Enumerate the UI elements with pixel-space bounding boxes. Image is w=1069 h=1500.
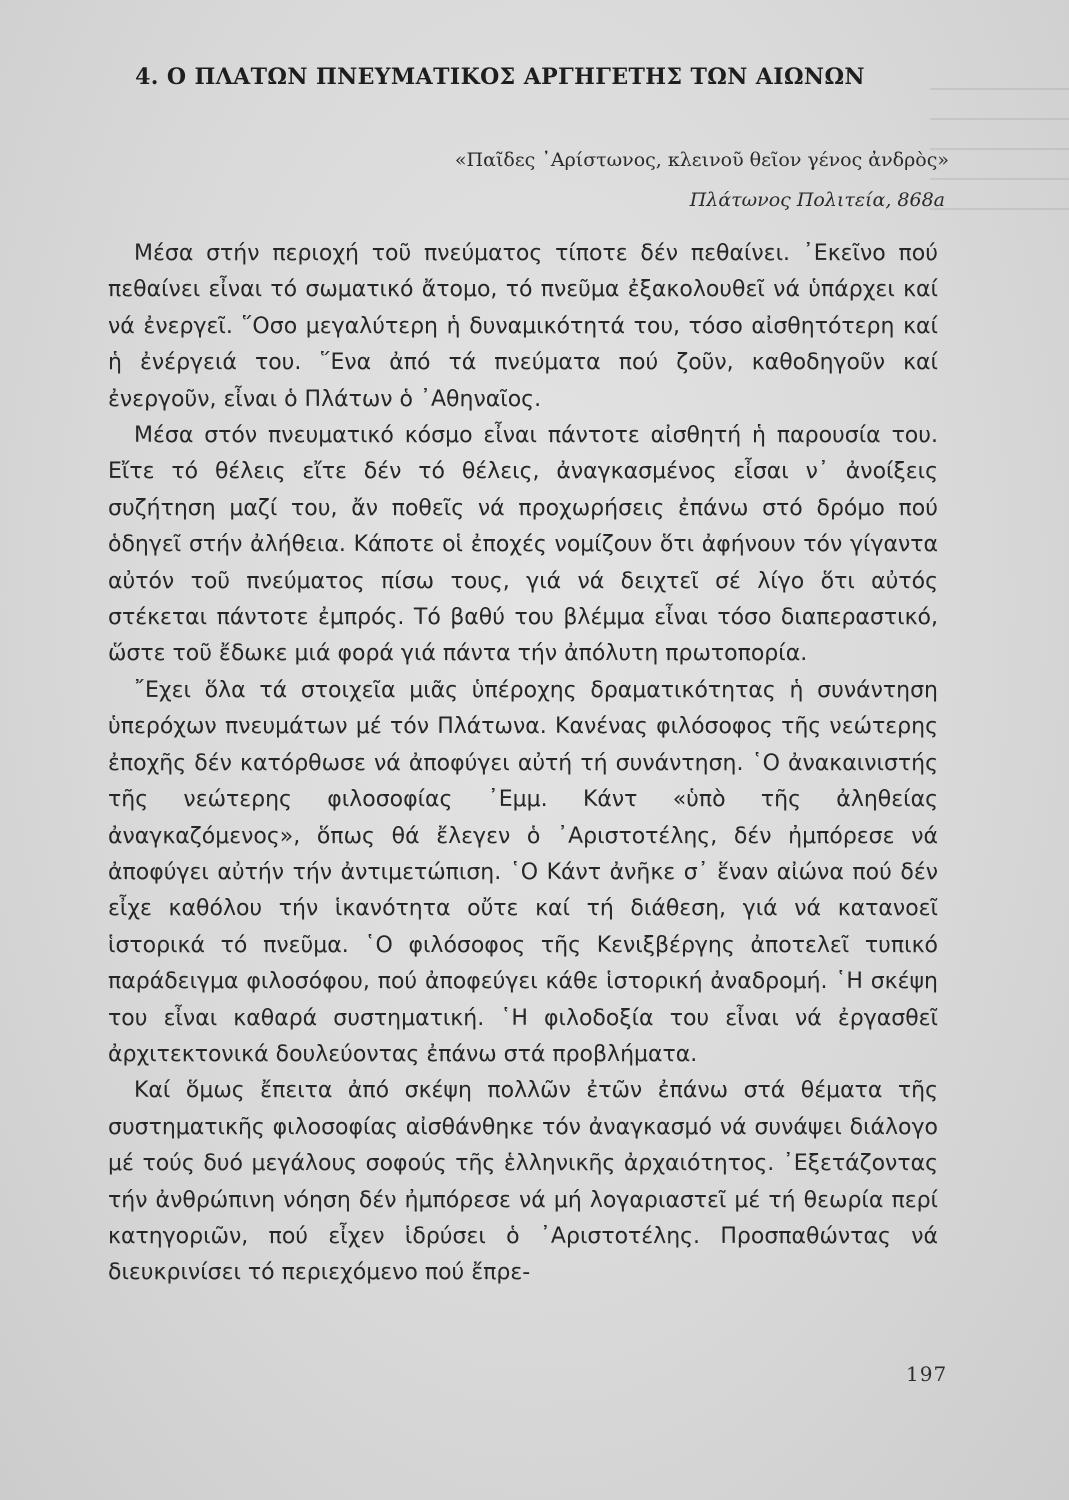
epigraph-source: Πλάτωνος Πολιτεία, 868a [689, 189, 945, 211]
paragraph-3: ῎Εχει ὅλα τά στοιχεῖα μιᾶς ὑπέροχης δραματικότητας ἡ συνάντηση ὑπερόχων πνευμάτων μέ τόν Πλάτωνα. Κανένας φιλόσοφος τῆς νεώτερης ἐποχῆς δέν κατόρθωσε νά ἀποφύγει αὐτή τή συνάντηση. ῾Ο ἀνακαινιστής τῆς νεώτερης φιλοσοφίας ᾿Εμμ. Κάντ «ὑπὸ τῆς ἀληθείας ἀναγκαζόμενος», ὅπως θά ἔλεγεν ὁ ᾿Αριστοτέλης, δέν ἠμπόρεσε νά ἀποφύγει αὐτήν τήν ἀντιμετώπιση. ῾Ο Κάντ ἀνῆκε σ᾿ ἕναν αἰώνα πού δέν εἶχε καθόλου τήν ἱκανότητα οὔτε καί τή διάθεση, γιά νά κατανοεῖ ἱστορικά τό πνεῦμα. ῾Ο φιλόσοφος τῆς Κενιξβέργης ἀποτελεῖ τυπικό παράδειγμα φιλοσόφου, πού ἀποφεύγει κάθε ἱστορική ἀναδρομή. ῾Η σκέψη του εἶναι καθαρά συστηματική. ῾Η φιλοδοξία του εἶναι νά ἐργασθεῖ ἀρχιτεκτονικά δουλεύοντας ἐπάνω στά προβλήματα. [108, 677, 938, 1067]
show-through-text [930, 70, 1069, 220]
epigraph-quote: «Παῖδες ᾿Αρίστωνος, κλεινοῦ θεῖον γένος ἀνδρὸς» [454, 149, 949, 171]
paragraph-4: Καί ὅμως ἔπειτα ἀπό σκέψη πολλῶν ἐτῶν ἐπάνω στά θέματα τῆς συστηματικῆς φιλοσοφίας αἰσθάνθηκε τόν ἀναγκασμό νά συνάψει διάλογο μέ τούς δυό μεγάλους σοφούς τῆς ἑλληνικῆς ἀρχαιότητος. ᾿Εξετάζοντας τήν ἀνθρώπινη νόηση δέν ἠμπόρεσε νά μή λογαριαστεῖ μέ τή θεωρία περί κατηγοριῶν, πού εἶχεν ἱδρύσει ὁ ᾿Αριστοτέλης. Προσπαθώντας νά διευκρινίσει τό περιεχόμενο πού ἔπρε- [108, 1078, 938, 1286]
chapter-heading: 4. Ο ΠΛΑΤΩΝ ΠΝΕΥΜΑΤΙΚΟΣ ΑΡΓΗΓΕΤΗΣ ΤΩΝ ΑΙΩΝΩΝ [135, 64, 865, 90]
body-text [108, 236, 938, 1292]
epigraph [455, 140, 949, 220]
page-number: 197 [906, 1362, 948, 1386]
paragraph-2: Μέσα στόν πνευματικό κόσμο εἶναι πάντοτε αἰσθητή ἡ παρουσία του. Εἴτε τό θέλεις εἴτε δέν τό θέλεις, ἀναγκασμένος εἶσαι ν᾿ ἀνοίξεις συζήτηση μαζί του, ἄν ποθεῖς νά προχωρήσεις ἐπάνω στό δρόμο πού ὁδηγεῖ στήν ἀλήθεια. Κάποτε οἱ ἐποχές νομίζουν ὅτι ἀφήνουν τόν γίγαντα αὐτόν τοῦ πνεύματος πίσω τους, γιά νά δειχτεῖ σέ λίγο ὅτι αὐτός στέκεται πάντοτε ἐμπρός. Τό βαθύ του βλέμμα εἶναι τόσο διαπεραστικό, ὥστε τοῦ ἔδωκε μιά φορά γιά πάντα τήν ἀπόλυτη πρωτοπορία. [108, 423, 938, 667]
paragraph-1: Μέσα στήν περιοχή τοῦ πνεύματος τίποτε δέν πεθαίνει. ᾿Εκεῖνο πού πεθαίνει εἶναι τό σωματικό ἄτομο, τό πνεῦμα ἐξακολουθεῖ νά ὑπάρχει καί νά ἐνεργεῖ. ῞Οσο μεγαλύτερη ἡ δυναμικότητά του, τόσο αἰσθητότερη καί ἡ ἐνέργειά του. ῞Ενα ἀπό τά πνεύματα πού ζοῦν, καθοδηγοῦν καί ἐνεργοῦν, εἶναι ὁ Πλάτων ὁ ᾿Αθηναῖος. [108, 241, 938, 412]
